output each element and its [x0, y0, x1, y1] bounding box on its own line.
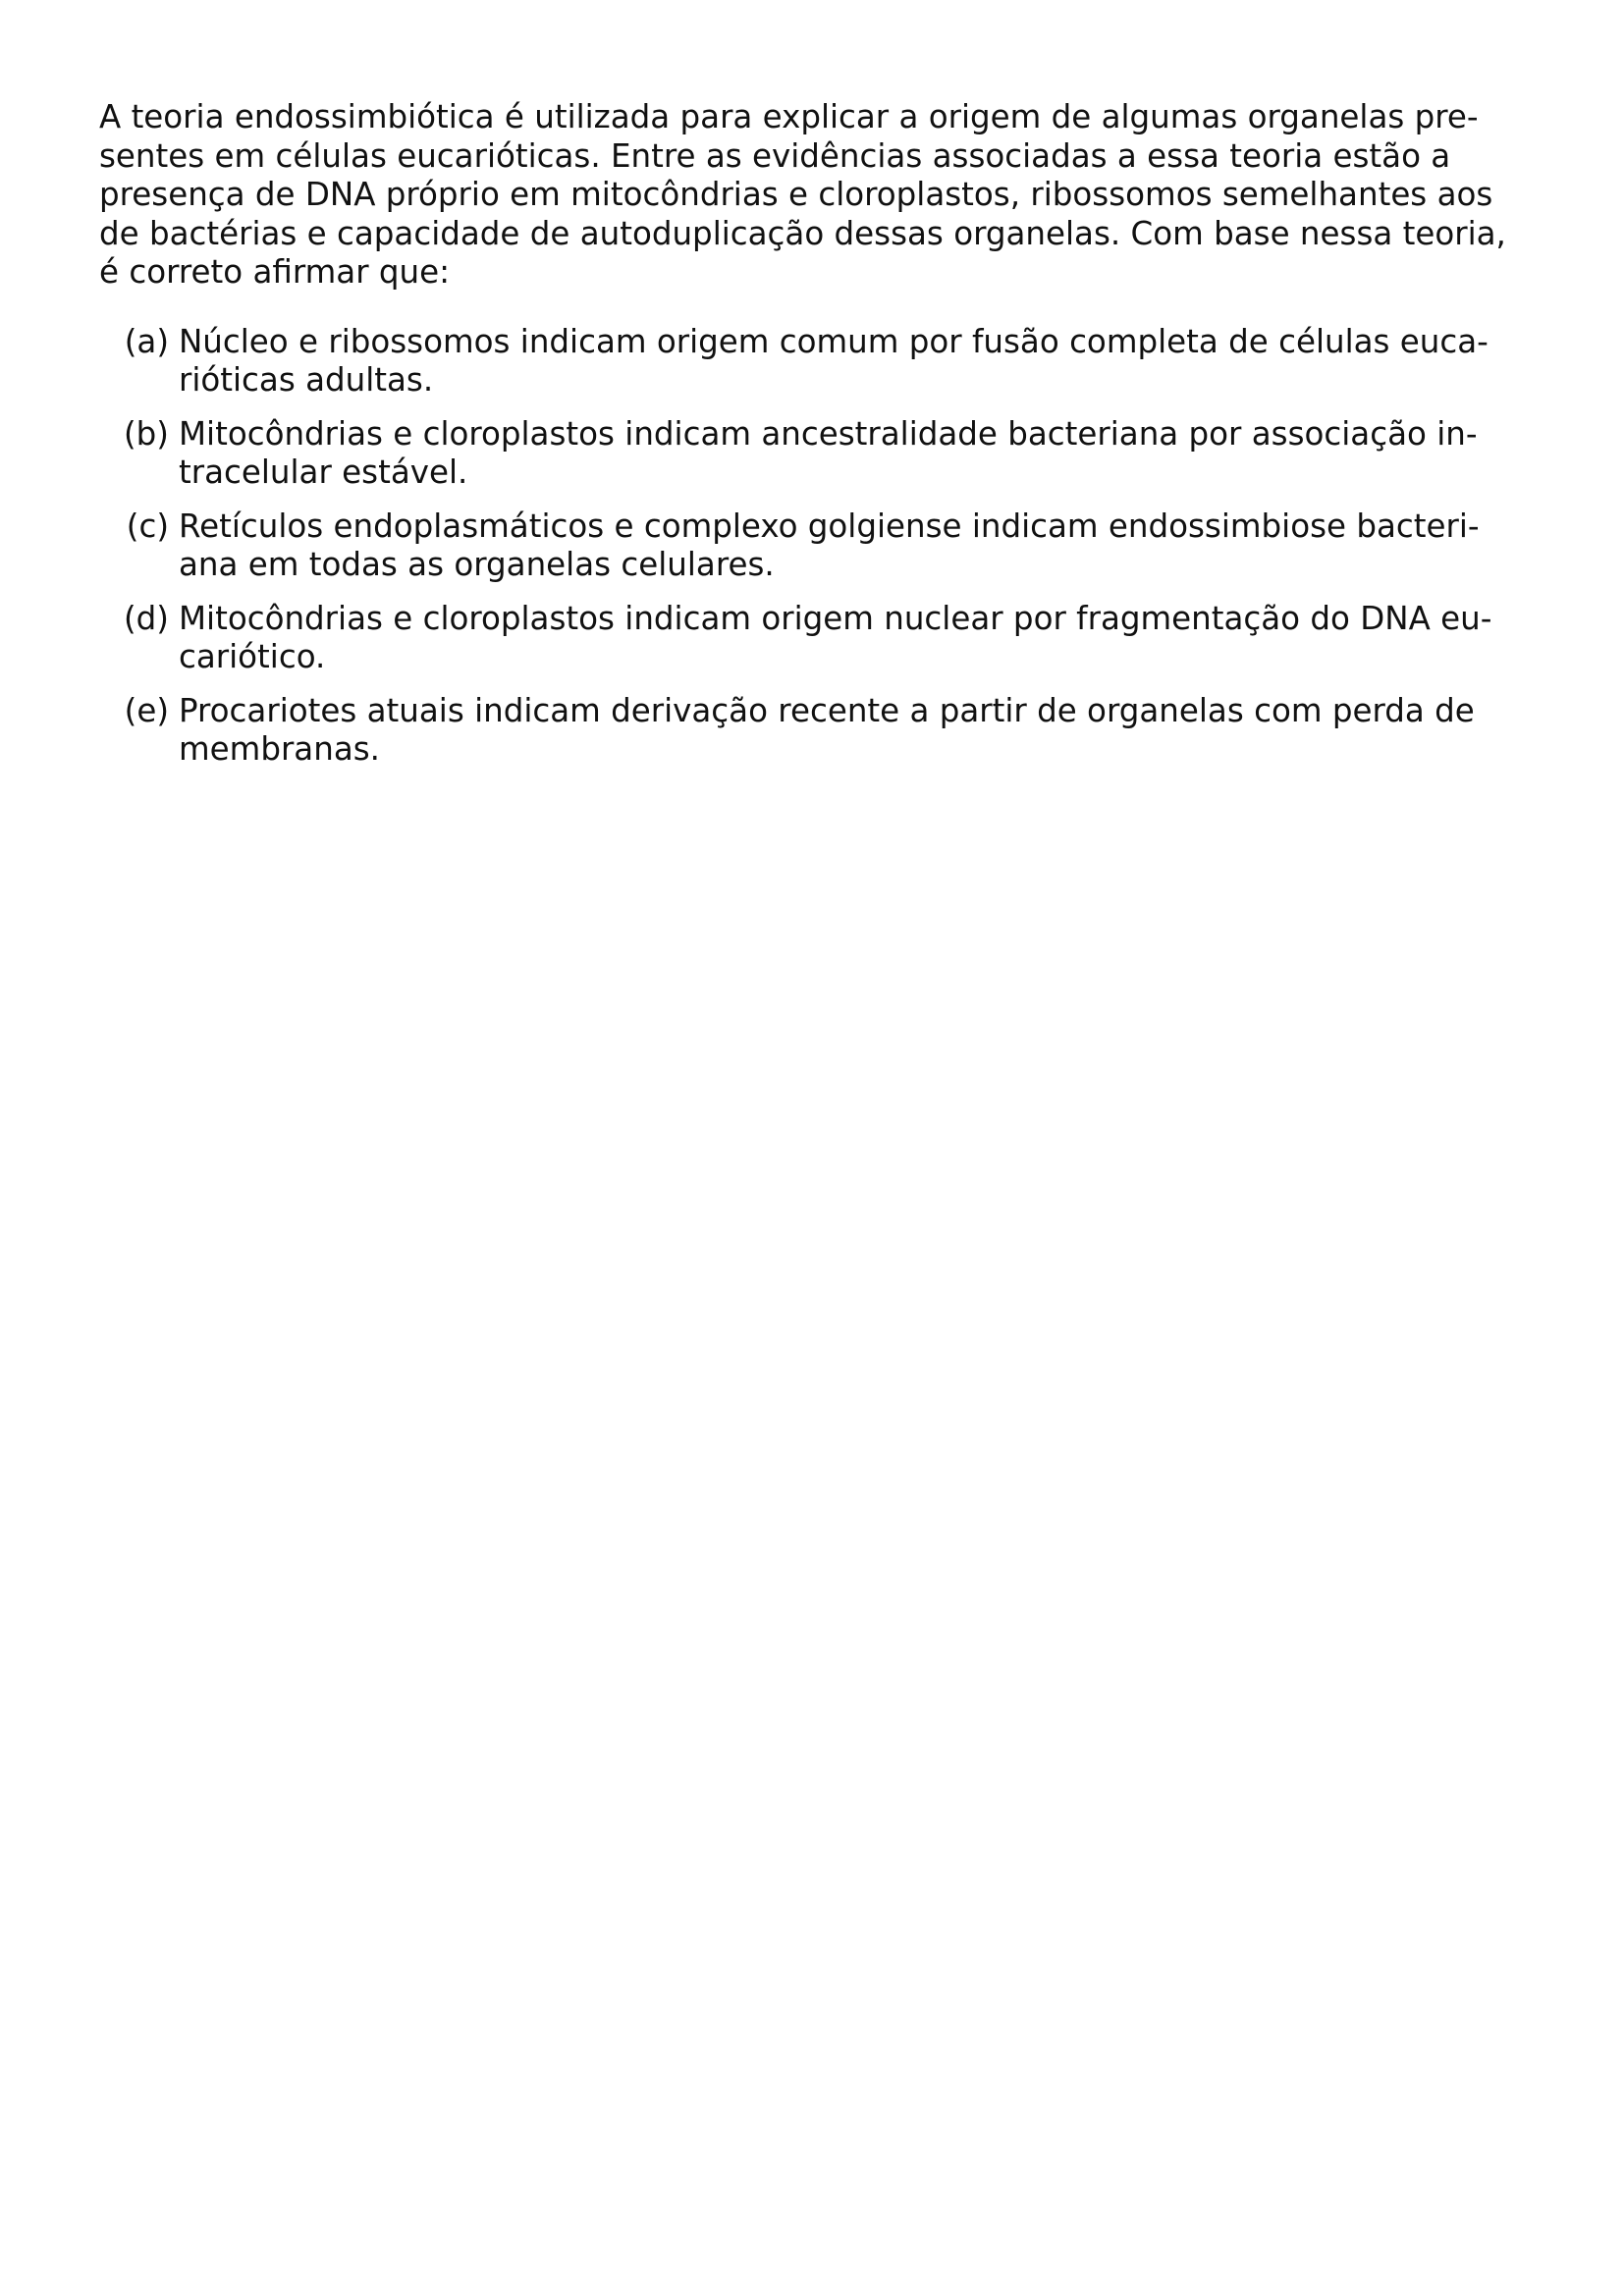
- option-line: rióticas adultas.: [179, 361, 434, 399]
- option-marker: (c): [126, 507, 169, 545]
- option-d: [99, 600, 1535, 677]
- option-c: [99, 507, 1535, 585]
- stem-line: de bactérias e capacidade de autoduplicação dessas organelas. Com base nessa teoria,: [99, 214, 1506, 252]
- option-line: Mitocôndrias e cloroplastos indicam ancestralidade bacteriana por associação in-: [179, 414, 1478, 453]
- question-stem: [99, 98, 1535, 293]
- option-text: [179, 692, 1535, 770]
- option-line: Núcleo e ribossomos indicam origem comum por fusão completa de células euca-: [179, 322, 1489, 360]
- option-marker: (e): [124, 691, 169, 729]
- option-text: [179, 507, 1535, 585]
- option-line: tracelular estável.: [179, 454, 468, 491]
- option-line: membranas.: [179, 730, 380, 768]
- option-a: [99, 323, 1535, 400]
- option-text: [179, 323, 1535, 400]
- stem-line: sentes em células eucarióticas. Entre as evidências associadas a essa teoria estão a: [99, 136, 1451, 175]
- option-line: Procariotes atuais indicam derivação recente a partir de organelas com perda de: [179, 691, 1475, 729]
- option-line: cariótico.: [179, 638, 326, 675]
- question-block: [99, 98, 1535, 784]
- stem-line: A teoria endossimbiótica é utilizada para explicar a origem de algumas organelas pre-: [99, 98, 1479, 135]
- stem-line: presença de DNA próprio em mitocôndrias e cloroplastos, ribossomos semelhantes aos: [99, 176, 1493, 213]
- option-line: ana em todas as organelas celulares.: [179, 546, 775, 583]
- option-marker: (b): [124, 414, 169, 453]
- option-e: [99, 692, 1535, 770]
- option-text: [179, 600, 1535, 677]
- answer-options: [99, 323, 1535, 770]
- option-marker: (a): [124, 322, 169, 360]
- option-text: [179, 415, 1535, 493]
- option-b: [99, 415, 1535, 493]
- option-marker: (d): [124, 599, 169, 637]
- option-line: Mitocôndrias e cloroplastos indicam origem nuclear por fragmentação do DNA eu-: [179, 599, 1492, 637]
- stem-line: é correto afirmar que:: [99, 253, 451, 291]
- option-line: Retículos endoplasmáticos e complexo golgiense indicam endossimbiose bacteri-: [179, 507, 1480, 545]
